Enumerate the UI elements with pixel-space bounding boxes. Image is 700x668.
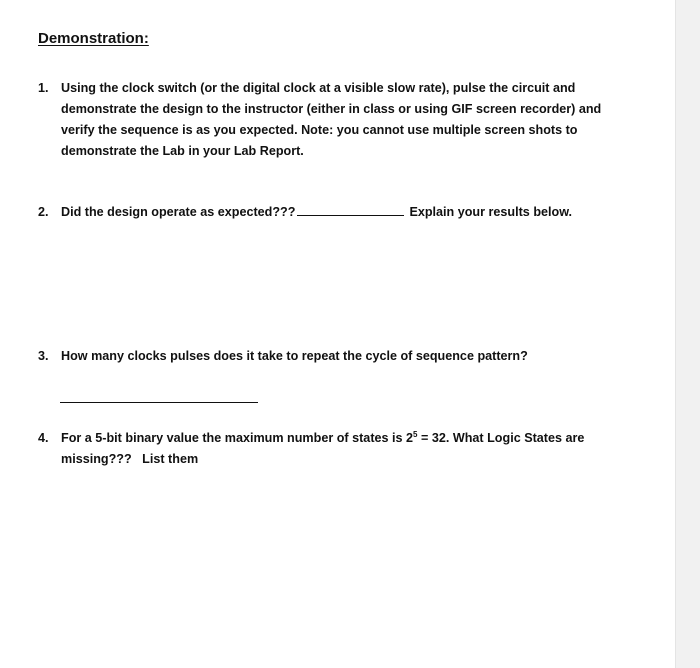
question-number: 1. bbox=[38, 81, 49, 95]
question-text-start: For a 5-bit binary value the maximum number of states is 2 bbox=[61, 431, 414, 445]
question-number: 3. bbox=[38, 349, 49, 363]
follow-up-instruction: Explain your results below. bbox=[409, 205, 573, 219]
question-3 bbox=[38, 346, 628, 367]
answer-blank[interactable] bbox=[297, 214, 404, 216]
question-number: 2. bbox=[38, 205, 49, 219]
exponent: 5 bbox=[413, 429, 418, 439]
question-text: Using the clock switch (or the digital clock at a visible slow rate), pulse the circuit and demonstrate the design to the instructor (either in class or using GIF screen recorder) and verify the sequence is as you expected. Note: you cannot use multiple screen shots to demonstrate the Lab in your Lab Report. bbox=[61, 81, 602, 158]
question-text: How many clocks pulses does it take to repeat the cycle of sequence pattern? bbox=[61, 349, 528, 363]
section-heading: Demonstration: bbox=[38, 30, 149, 47]
question-text bbox=[61, 428, 628, 470]
question-4 bbox=[38, 428, 628, 470]
page-edge bbox=[675, 0, 700, 668]
question-2 bbox=[38, 202, 628, 223]
question-number: 4. bbox=[38, 431, 49, 445]
question-1 bbox=[38, 78, 628, 162]
answer-line[interactable] bbox=[60, 402, 258, 403]
question-text bbox=[61, 202, 628, 223]
question-text-end: = 32. What Logic States are missing??? List them bbox=[61, 431, 588, 466]
question-prompt: Did the design operate as expected??? bbox=[61, 205, 296, 219]
